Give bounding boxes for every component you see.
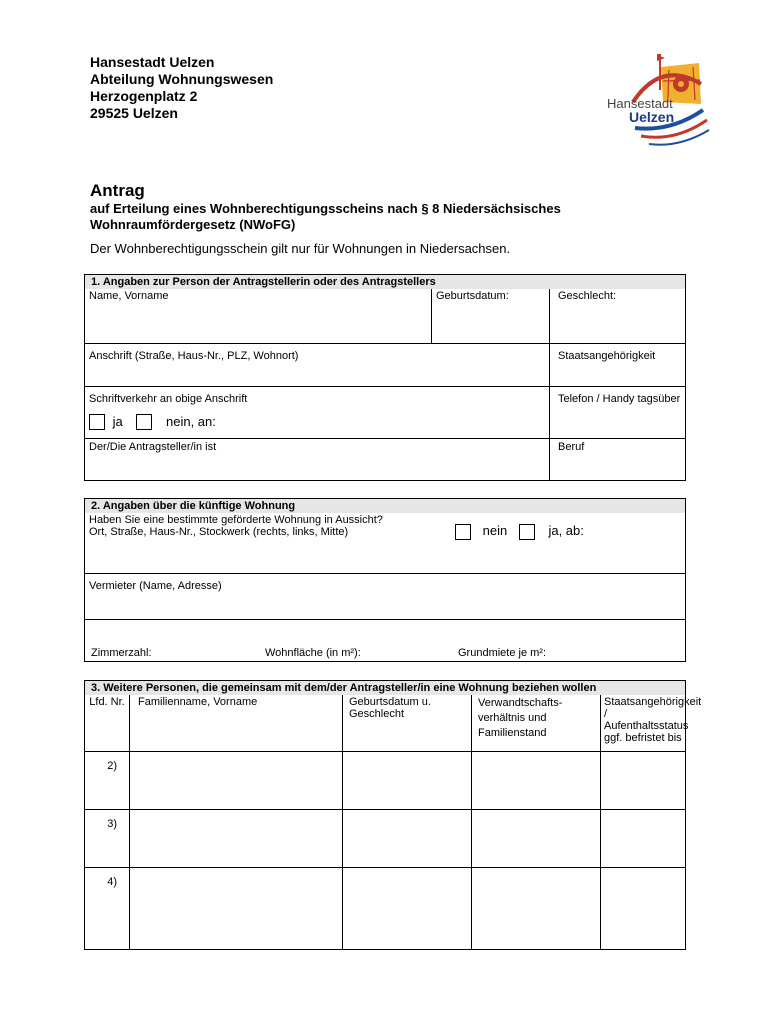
uelzen-logo [605, 50, 720, 150]
logo-text: Hansestadt [607, 96, 673, 111]
member-nationality-cell[interactable] [601, 867, 686, 949]
member-name-cell[interactable] [130, 751, 343, 809]
address-line: 29525 Uelzen [90, 105, 178, 121]
apartment-no-checkbox[interactable] [455, 524, 471, 540]
address-line: Herzogenplatz 2 [90, 88, 198, 104]
applicant-status-label: Der/Die Antragsteller/in ist [89, 440, 217, 453]
gender-field[interactable] [550, 289, 686, 343]
page-subtitle: auf Erteilung eines Wohnberechtigungsscheins nach § 8 Niedersächsisches Wohnraumfördergesetz (NWoFG) [90, 201, 561, 232]
member-nationality-cell[interactable] [601, 751, 686, 809]
mail-address-field [85, 386, 550, 438]
name-label: Name, Vorname [89, 290, 169, 302]
row-number: 3) [85, 809, 130, 867]
section-3-heading: 3. Weitere Personen, die gemeinsam mit dem/der Antragsteller/in eine Wohnung beziehen wollen [85, 681, 686, 696]
mail-no-label: nein, an: [166, 413, 216, 429]
member-name-cell[interactable] [130, 867, 343, 949]
apartment-question-line2: Ort, Straße, Haus-Nr., Stockwerk (rechts, links, Mitte) [89, 526, 349, 538]
page-title: Antrag [90, 181, 145, 200]
col-header-relation: Verwandtschafts-verhältnis und Familienstand [472, 695, 601, 751]
nationality-label: Staatsangehörigkeit [558, 349, 656, 362]
job-field[interactable] [550, 438, 686, 480]
applicant-status-field[interactable] [85, 438, 550, 480]
birthdate-field[interactable] [432, 289, 550, 343]
section-3-household-members [84, 680, 702, 950]
apartment-question-line1: Haben Sie eine bestimmte geförderte Wohnung in Aussicht? [89, 514, 383, 526]
validity-note: Der Wohnberechtigungsschein gilt nur für Wohnungen in Niedersachsen. [90, 241, 511, 256]
member-name-cell[interactable] [130, 809, 343, 867]
apartment-yes-label: ja, ab: [548, 523, 584, 538]
member-birth-cell[interactable] [343, 751, 472, 809]
member-birth-cell[interactable] [343, 809, 472, 867]
mail-no-checkbox[interactable] [136, 414, 152, 430]
section-2-heading: 2. Angaben über die künftige Wohnung [85, 499, 686, 514]
member-relation-cell[interactable] [472, 867, 601, 949]
planned-apartment-field[interactable] [85, 513, 686, 573]
mail-yes-checkbox[interactable] [89, 414, 105, 430]
row-number: 2) [85, 751, 130, 809]
rent-label: Grundmiete je m²: [458, 646, 547, 659]
member-nationality-cell[interactable] [601, 809, 686, 867]
rooms-label: Zimmerzahl: [91, 646, 152, 659]
landlord-field[interactable] [85, 573, 686, 619]
member-birth-cell[interactable] [343, 867, 472, 949]
col-header-nr: Lfd. Nr. [85, 695, 130, 751]
address-field[interactable] [85, 343, 550, 386]
mail-yes-label: ja [112, 413, 123, 429]
name-field[interactable] [85, 289, 432, 343]
apartment-details-row[interactable] [85, 619, 686, 661]
mail-address-label: Schriftverkehr an obige Anschrift [89, 392, 248, 405]
member-relation-cell[interactable] [472, 809, 601, 867]
apartment-no-label: nein [482, 523, 508, 538]
section-1-heading: 1. Angaben zur Person der Antragstellerin oder des Antragstellers [85, 275, 686, 290]
member-relation-cell[interactable] [472, 751, 601, 809]
area-label: Wohnfläche (in m²): [265, 646, 361, 659]
gender-label: Geschlecht: [558, 290, 617, 302]
birthdate-label: Geburtsdatum: [436, 290, 509, 302]
phone-field[interactable] [550, 386, 686, 438]
job-label: Beruf [558, 440, 585, 453]
phone-label: Telefon / Handy tagsüber [558, 392, 681, 405]
landlord-label: Vermieter (Name, Adresse) [89, 579, 222, 592]
sender-address [90, 54, 273, 122]
col-header-name: Familienname, Vorname [130, 695, 343, 751]
section-1-person [84, 274, 686, 481]
col-header-birth: Geburtsdatum u. Geschlecht [343, 695, 472, 751]
logo-text: Uelzen [629, 109, 675, 125]
address-label: Anschrift (Straße, Haus-Nr., PLZ, Wohnort) [89, 349, 299, 362]
address-line: Hansestadt Uelzen [90, 54, 215, 70]
address-line: Abteilung Wohnungswesen [90, 71, 274, 87]
col-header-nationality: Staatsangehörigkeit / Aufenthaltsstatus ggf. befristet bis [601, 695, 686, 751]
section-2-apartment [84, 498, 686, 662]
apartment-yes-checkbox[interactable] [519, 524, 535, 540]
row-number: 4) [85, 867, 130, 949]
nationality-field[interactable] [550, 343, 686, 386]
